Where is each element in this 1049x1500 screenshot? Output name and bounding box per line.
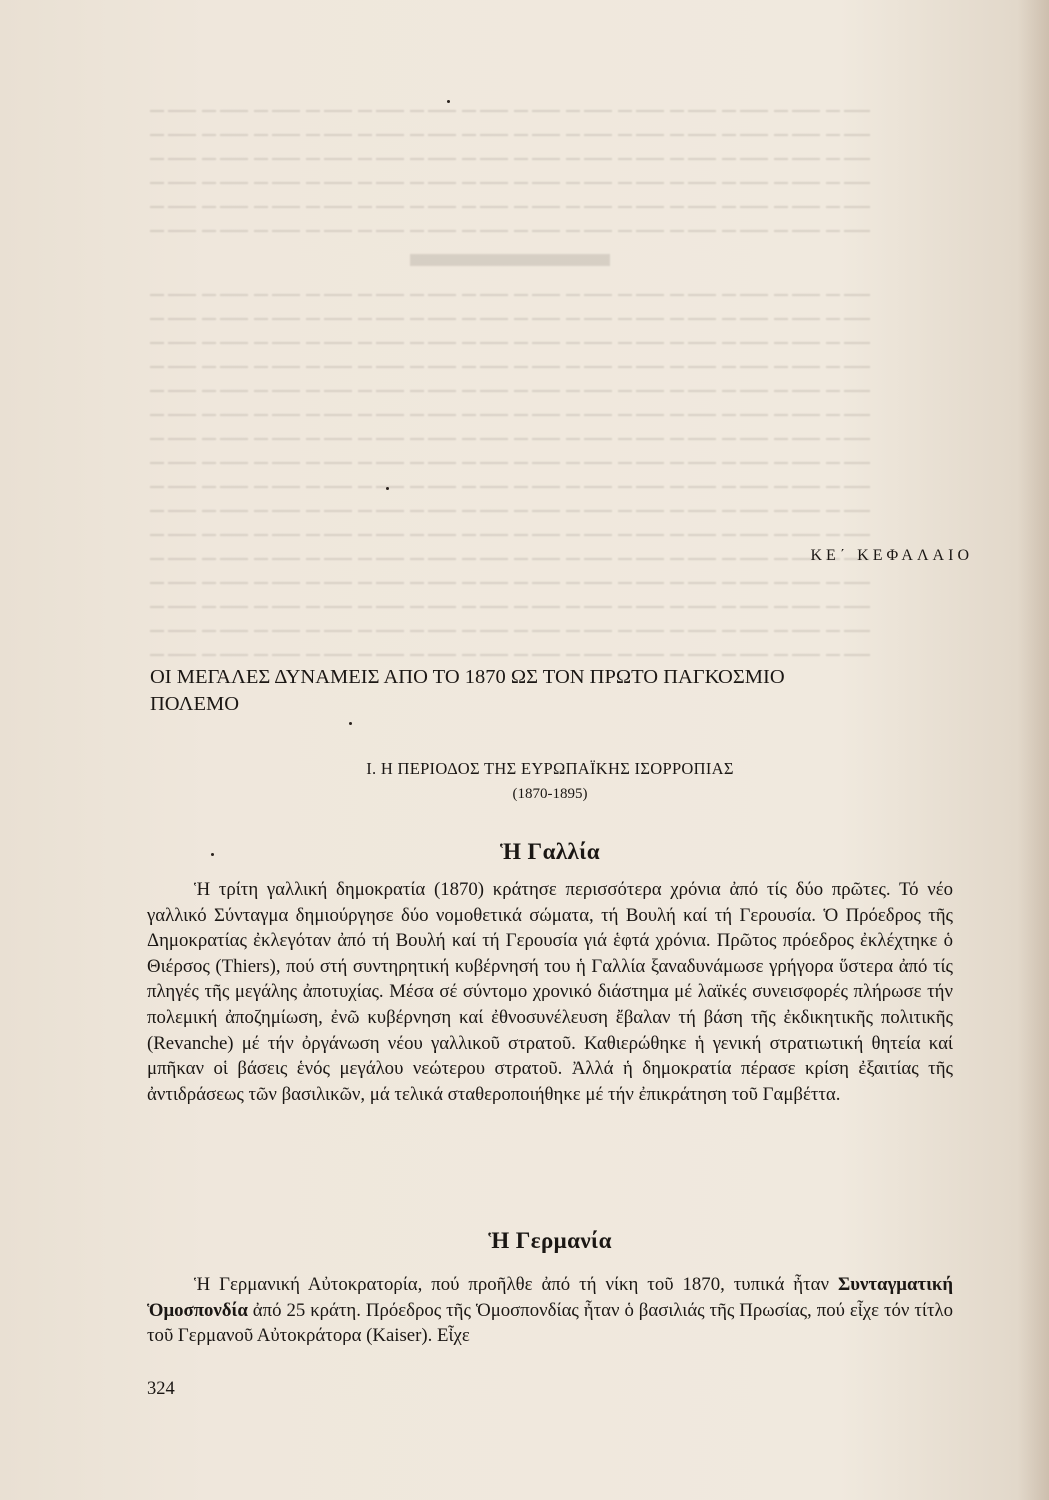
print-speck: [349, 722, 352, 725]
chapter-title: ΟΙ ΜΕΓΑΛΕΣ ΔΥΝΑΜΕΙΣ ΑΠΟ ΤΟ 1870 ΩΣ ΤΟΝ ΠΡΩΤΟ ΠΑΓΚΟΣΜΙΟ ΠΟΛΕΜΟ: [150, 666, 785, 715]
chapter-label: ΚΕ΄ ΚΕΦΑΛΑΙΟ: [810, 547, 973, 564]
paragraph-france: Ἡ τρίτη γαλλική δημοκρατία (1870) κράτησε περισσότερα χρόνια ἀπό τίς δύο πρῶτες. Τό νέο γαλλικό Σύνταγμα δημιούργησε δύο νομοθετικά σώματα, τή Βουλή καί τή Γερουσία. Ὁ Πρόεδρος τῆς Δημοκρατίας ἐκλεγόταν ἀπό τή Βουλή καί τή Γερουσία γιά ἑφτά χρόνια. Πρῶτος πρόεδρος ἐκλέχτηκε ὁ Θιέρσος (Thiers), πού στή συντηρητική κυβέρνησή του ἡ Γαλλία ξαναδυνάμωσε γρήγορα ὕστερα ἀπό τίς πληγές τῆς μεγάλης ἀποτυχίας. Μέσα σέ σύντομο χρονικό διάστημα μέ λαϊκές συνεισφορές πλήρωσε τήν πολεμική ἀποζημίωση, ἐνῶ κυβέρνηση καί ἐθνοσυνέλευση ἔβαλαν τή βάση τῆς ἐκδικητικῆς πολιτικῆς (Revanche) μέ τήν ὀργάνωση νέου γαλλικοῦ στρατοῦ. Καθιερώθηκε ἡ γενική στρατιωτική θητεία καί μπῆκαν οἱ βάσεις ἑνός μεγάλου νεώτερου στρατοῦ. Ἀλλά ἡ δημοκρατία πέρασε κρίση ἐξαιτίας τῆς ἀντιδράσεως τῶν βασιλικῶν, μά τελικά σταθεροποιήθηκε μέ τήν ἐπικράτηση τοῦ Γαμβέττα.: [147, 879, 953, 1105]
section-title: Ι. Η ΠΕΡΙΟΔΟΣ ΤΗΣ ΕΥΡΩΠΑΪΚΗΣ ΙΣΟΡΡΟΠΙΑΣ: [366, 759, 734, 778]
paragraph-germany-start: Ἡ Γερμανική Αὐτοκρατορία, πού προῆλθε ἀπό τή νίκη τοῦ 1870, τυπικά ἦταν: [194, 1274, 838, 1295]
print-speck: [447, 100, 450, 103]
show-through-text: [150, 110, 870, 750]
heading-france: Ἡ Γαλλία: [500, 839, 600, 864]
paragraph-germany-bold: Συνταγματική Ὁμοσπονδία: [147, 1274, 953, 1321]
heading-germany: Ἡ Γερμανία: [488, 1228, 612, 1253]
paragraph-germany-end: ἀπό 25 κράτη. Πρόεδρος τῆς Ὁμοσπονδίας ἦταν ὁ βασιλιάς τῆς Πρωσίας, πού εἶχε τόν τίτλο τοῦ Γερμανοῦ Αὐτοκράτορα (Kaiser). Εἶχε: [147, 1299, 953, 1347]
paragraph-germany: [147, 1272, 953, 1349]
section-years: (1870-1895): [512, 786, 588, 802]
page-number: 324: [147, 1379, 175, 1399]
print-speck: [386, 487, 389, 490]
